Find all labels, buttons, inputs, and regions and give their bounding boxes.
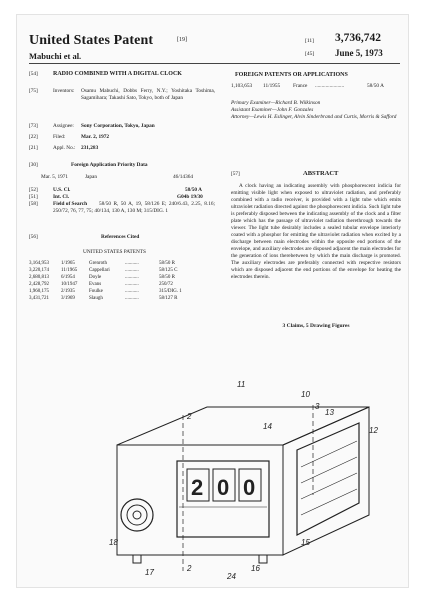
invention-title: RADIO COMBINED WITH A DIGITAL CLOCK	[53, 71, 182, 77]
cabinet-foot	[259, 555, 267, 563]
radio-clock-drawing	[87, 375, 387, 585]
tuning-knob	[121, 499, 153, 531]
priority-date: Mar. 5, 1971	[41, 174, 69, 180]
ref-number: 3,164,953	[29, 261, 49, 266]
patent-date: June 5, 1973	[335, 48, 383, 58]
ref-label: 2	[187, 564, 192, 573]
ref-label: 17	[145, 568, 154, 577]
title-code: [19]	[177, 37, 187, 43]
appl-code: [21]	[29, 145, 38, 151]
ref-label: 12	[369, 426, 378, 435]
ref-class: 315/DIG. 1	[159, 289, 182, 294]
inventors-code: [75]	[29, 88, 38, 94]
inventors-text: Osamu Mabuchi, Dobbs Ferry, N.Y.; Yoshitaka Toshima, Sagamihara; Takashi Sato, Tokyo, both of Japan	[81, 88, 215, 101]
foreign-country: France	[293, 83, 308, 89]
ref-name: Grenroth	[89, 261, 108, 266]
number-code: [11]	[305, 38, 314, 44]
ref-date: 11/1965	[61, 268, 78, 273]
ref-class: 58/50 R	[159, 261, 175, 266]
us-cl-label: U.S. Cl.	[53, 187, 71, 193]
refs-code: [56]	[29, 234, 38, 240]
patent-title: United States Patent	[29, 33, 154, 48]
foreign-date: 11/1955	[263, 83, 281, 89]
patent-page: United States Patent [19] Mabuchi et al. [11] 3,736,742 [45] June 5, 1973 [54] RADIO COMBINED WITH A DIGITAL CLOCK [75] Inventors: Osamu Mabuchi, Dobbs Ferry, N.Y.; Yoshitaka Toshima, Sagamihara; Takashi Sato, Tokyo, both of Japan [73] Assignee: Sony Corporation, Tokyo, Japan [22] Filed: Mar. 2, 1972 [21] Appl. No.: 231,283 [30] Foreign Application Priority Data Mar. 5, 1971 Japan 46/14364 [52] U.S. Cl. 58/50 A [51] Int. Cl. G04b 19/30 [58] Field of Search 58/50 R, 50 A, 19, 58/126 E; 240/6.43, 2.25, 8.16; 250/72, 76, 77, 75; 40/134, 130 A, 130 M; 315/DIG. 1 [56] References Cited UNITED STATES PATENTS 3,164,953 1/1965 Grenroth ........... 58/50 R 3,220,174 11/1965 Cappellari ........... 58/125 C 2,680,813 6/1954 Doyle ........... 58/50 R 2,428,792 10/1947 Evans ........... 250/72 1,960,175 2/1935 Foulke ........... 315/DIG. 1 3,431,721 3/1969 Slaugh ........... 58/127 R FOREIGN PATENTS OR APPLICATIONS 1,103,653 11/1955 France ...................... 58/50 A Primary Examiner—Richard B. Wilkinson Assistant Examiner—John F. Gonzales Attorney—Lewis H. Eslinger, Alvin Sinderbrand and Curtis, Morris & Safford [57] ABSTRACT A clock having an indicating assembly with phosphorescent indicia for emitting visible light when exposed to ultraviolet radiation, and preferably combined with a radio receiver, is provided with a light tube which emits ultraviolet radiation directed against the phosphorescent indicia. Such light tube is preferably disposed between the indicating assembly of the clock and a filter plate which has the passage of ultraviolet radiation therethrough towards the viewer. The light tube desirably includes a sealed tubular envelope interiorly coated with a phosphor for emitting the ultraviolet radiation when excited by a discharge between main electrodes within the opposite end portions of the envelope, and auxiliary electrodes are disposed adjacent the main electrodes for the generation of ions therebetween by which the main discharge is promoted. The auxiliary electrodes are preferably connected with respective resistors which are disposed adjacent the end portions of the envelope for heating the electrodes therein. 3 Claims, 5 Drawing Figures 2 0 0 11 10 14 13 12 2 3 15 16 18 17 24 2	[16, 14, 409, 588]
clock-digit: 0	[243, 475, 256, 500]
us-cl-value: 58/50 A	[185, 187, 202, 193]
ref-name: Foulke	[89, 289, 103, 294]
refs-subheading: UNITED STATES PATENTS	[83, 249, 146, 255]
clock-digit: 0	[217, 475, 230, 500]
date-code: [45]	[305, 51, 315, 57]
reference-row: 3,431,721 3/1969 Slaugh ........... 58/127 R	[29, 296, 178, 301]
inventor-short: Mabuchi et al.	[29, 51, 82, 61]
assignee-code: [73]	[29, 123, 38, 129]
ref-date: 10/1947	[61, 282, 78, 287]
search-value: 58/50 R, 50 A, 19, 58/126 E; 240/6.43, 2.25, 8.16; 250/72, 76, 77, 75; 40/134, 130 A, 130 M; 315/DIG. 1	[53, 201, 215, 214]
abstract-code: [57]	[231, 171, 240, 177]
cabinet-foot	[133, 555, 141, 563]
cabinet-side	[283, 407, 369, 555]
assignee-value: Sony Corporation, Tokyo, Japan	[81, 123, 155, 129]
ref-label: 14	[263, 422, 272, 431]
int-cl-value: G04b 19/30	[177, 194, 203, 200]
abstract-heading: ABSTRACT	[303, 170, 339, 177]
abstract-text: A clock having an indicating assembly with phosphorescent indicia for emitting visible light when exposed to ultraviolet radiation, and preferably combined with a radio receiver, is provided with a light tube which emits ultraviolet radiation directed against the phosphorescent indicia. Such light tube is preferably disposed between the indicating assembly of the clock and a filter plate which has the passage of ultraviolet radiation therethrough towards the viewer. The light tube desirably includes a sealed tubular envelope interiorly coated with a phosphor for emitting the ultraviolet radiation when excited by a discharge between main electrodes within the opposite end portions of the envelope, and auxiliary electrodes are disposed adjacent the main electrodes for the generation of ions therebetween by which the main discharge is promoted. The auxiliary electrodes are preferably connected with respective resistors which are disposed adjacent the end portions of the envelope for heating the electrodes therein.	[231, 183, 401, 280]
search-code: [58]	[29, 201, 38, 207]
ref-date: 2/1935	[61, 289, 75, 294]
title-field-code: [54]	[29, 71, 38, 77]
assistant-examiner: Assistant Examiner—John F. Gonzales	[231, 107, 314, 113]
ref-name: Slaugh	[89, 296, 103, 301]
ref-number: 1,960,175	[29, 289, 49, 294]
priority-number: 46/14364	[173, 174, 194, 180]
ref-label: 15	[301, 538, 310, 547]
filed-code: [22]	[29, 134, 38, 140]
ref-name: Evans	[89, 282, 102, 287]
reference-row: 3,220,174 11/1965 Cappellari ........... 58/125 C	[29, 268, 178, 273]
ref-label: 3	[315, 402, 320, 411]
ref-label: 16	[251, 564, 260, 573]
ref-label: 10	[301, 390, 310, 399]
ref-class: 58/50 R	[159, 275, 175, 280]
ref-name: Cappellari	[89, 268, 110, 273]
ref-label: 24	[227, 572, 236, 581]
ref-number: 2,680,813	[29, 275, 49, 280]
primary-examiner: Primary Examiner—Richard B. Wilkinson	[231, 100, 321, 106]
refs-heading: References Cited	[101, 234, 140, 240]
reference-row: 2,428,792 10/1947 Evans ........... 250/72	[29, 282, 173, 287]
patent-number: 3,736,742	[335, 32, 381, 44]
ref-label: 2	[187, 412, 192, 421]
ref-date: 6/1954	[61, 275, 75, 280]
ref-number: 2,428,792	[29, 282, 49, 287]
foreign-number: 1,103,653	[231, 83, 253, 89]
filed-label: Filed:	[53, 134, 66, 140]
foreign-class: 58/50 A	[367, 83, 384, 89]
reference-row: 1,960,175 2/1935 Foulke ........... 315/DIG. 1	[29, 289, 182, 294]
reference-row: 2,680,813 6/1954 Doyle ........... 58/50 R	[29, 275, 175, 280]
priority-code: [30]	[29, 162, 38, 168]
foreign-heading: FOREIGN PATENTS OR APPLICATIONS	[235, 72, 348, 78]
dial-window	[297, 423, 359, 535]
ref-date: 3/1969	[61, 296, 75, 301]
ref-label: 11	[237, 380, 246, 389]
ref-date: 1/1965	[61, 261, 75, 266]
int-cl-code: [51]	[29, 194, 38, 200]
ref-class: 58/127 R	[159, 296, 178, 301]
reference-row: 3,164,953 1/1965 Grenroth ........... 58/50 R	[29, 261, 175, 266]
ref-label: 13	[325, 408, 334, 417]
ref-class: 250/72	[159, 282, 173, 287]
filed-value: Mar. 2, 1972	[81, 134, 110, 140]
priority-country: Japan	[85, 174, 98, 180]
inventors-label: Inventors:	[53, 88, 75, 94]
int-cl-label: Int. Cl.	[53, 194, 70, 200]
clock-digit: 2	[191, 475, 204, 500]
appl-label: Appl. No.:	[53, 145, 76, 151]
ref-label: 18	[109, 538, 118, 547]
attorney: Attorney—Lewis H. Eslinger, Alvin Sinderbrand and Curtis, Morris & Safford	[231, 114, 397, 120]
ref-name: Doyle	[89, 275, 102, 280]
us-cl-code: [52]	[29, 187, 38, 193]
header-rule	[29, 63, 400, 64]
appl-value: 231,283	[81, 145, 99, 151]
search-label: Field of Search	[53, 201, 88, 207]
ref-class: 58/125 C	[159, 268, 178, 273]
claims-summary: 3 Claims, 5 Drawing Figures	[282, 323, 350, 329]
assignee-label: Assignee:	[53, 123, 74, 129]
ref-number: 3,220,174	[29, 268, 49, 273]
priority-heading: Foreign Application Priority Data	[71, 162, 148, 168]
ref-number: 3,431,721	[29, 296, 49, 301]
